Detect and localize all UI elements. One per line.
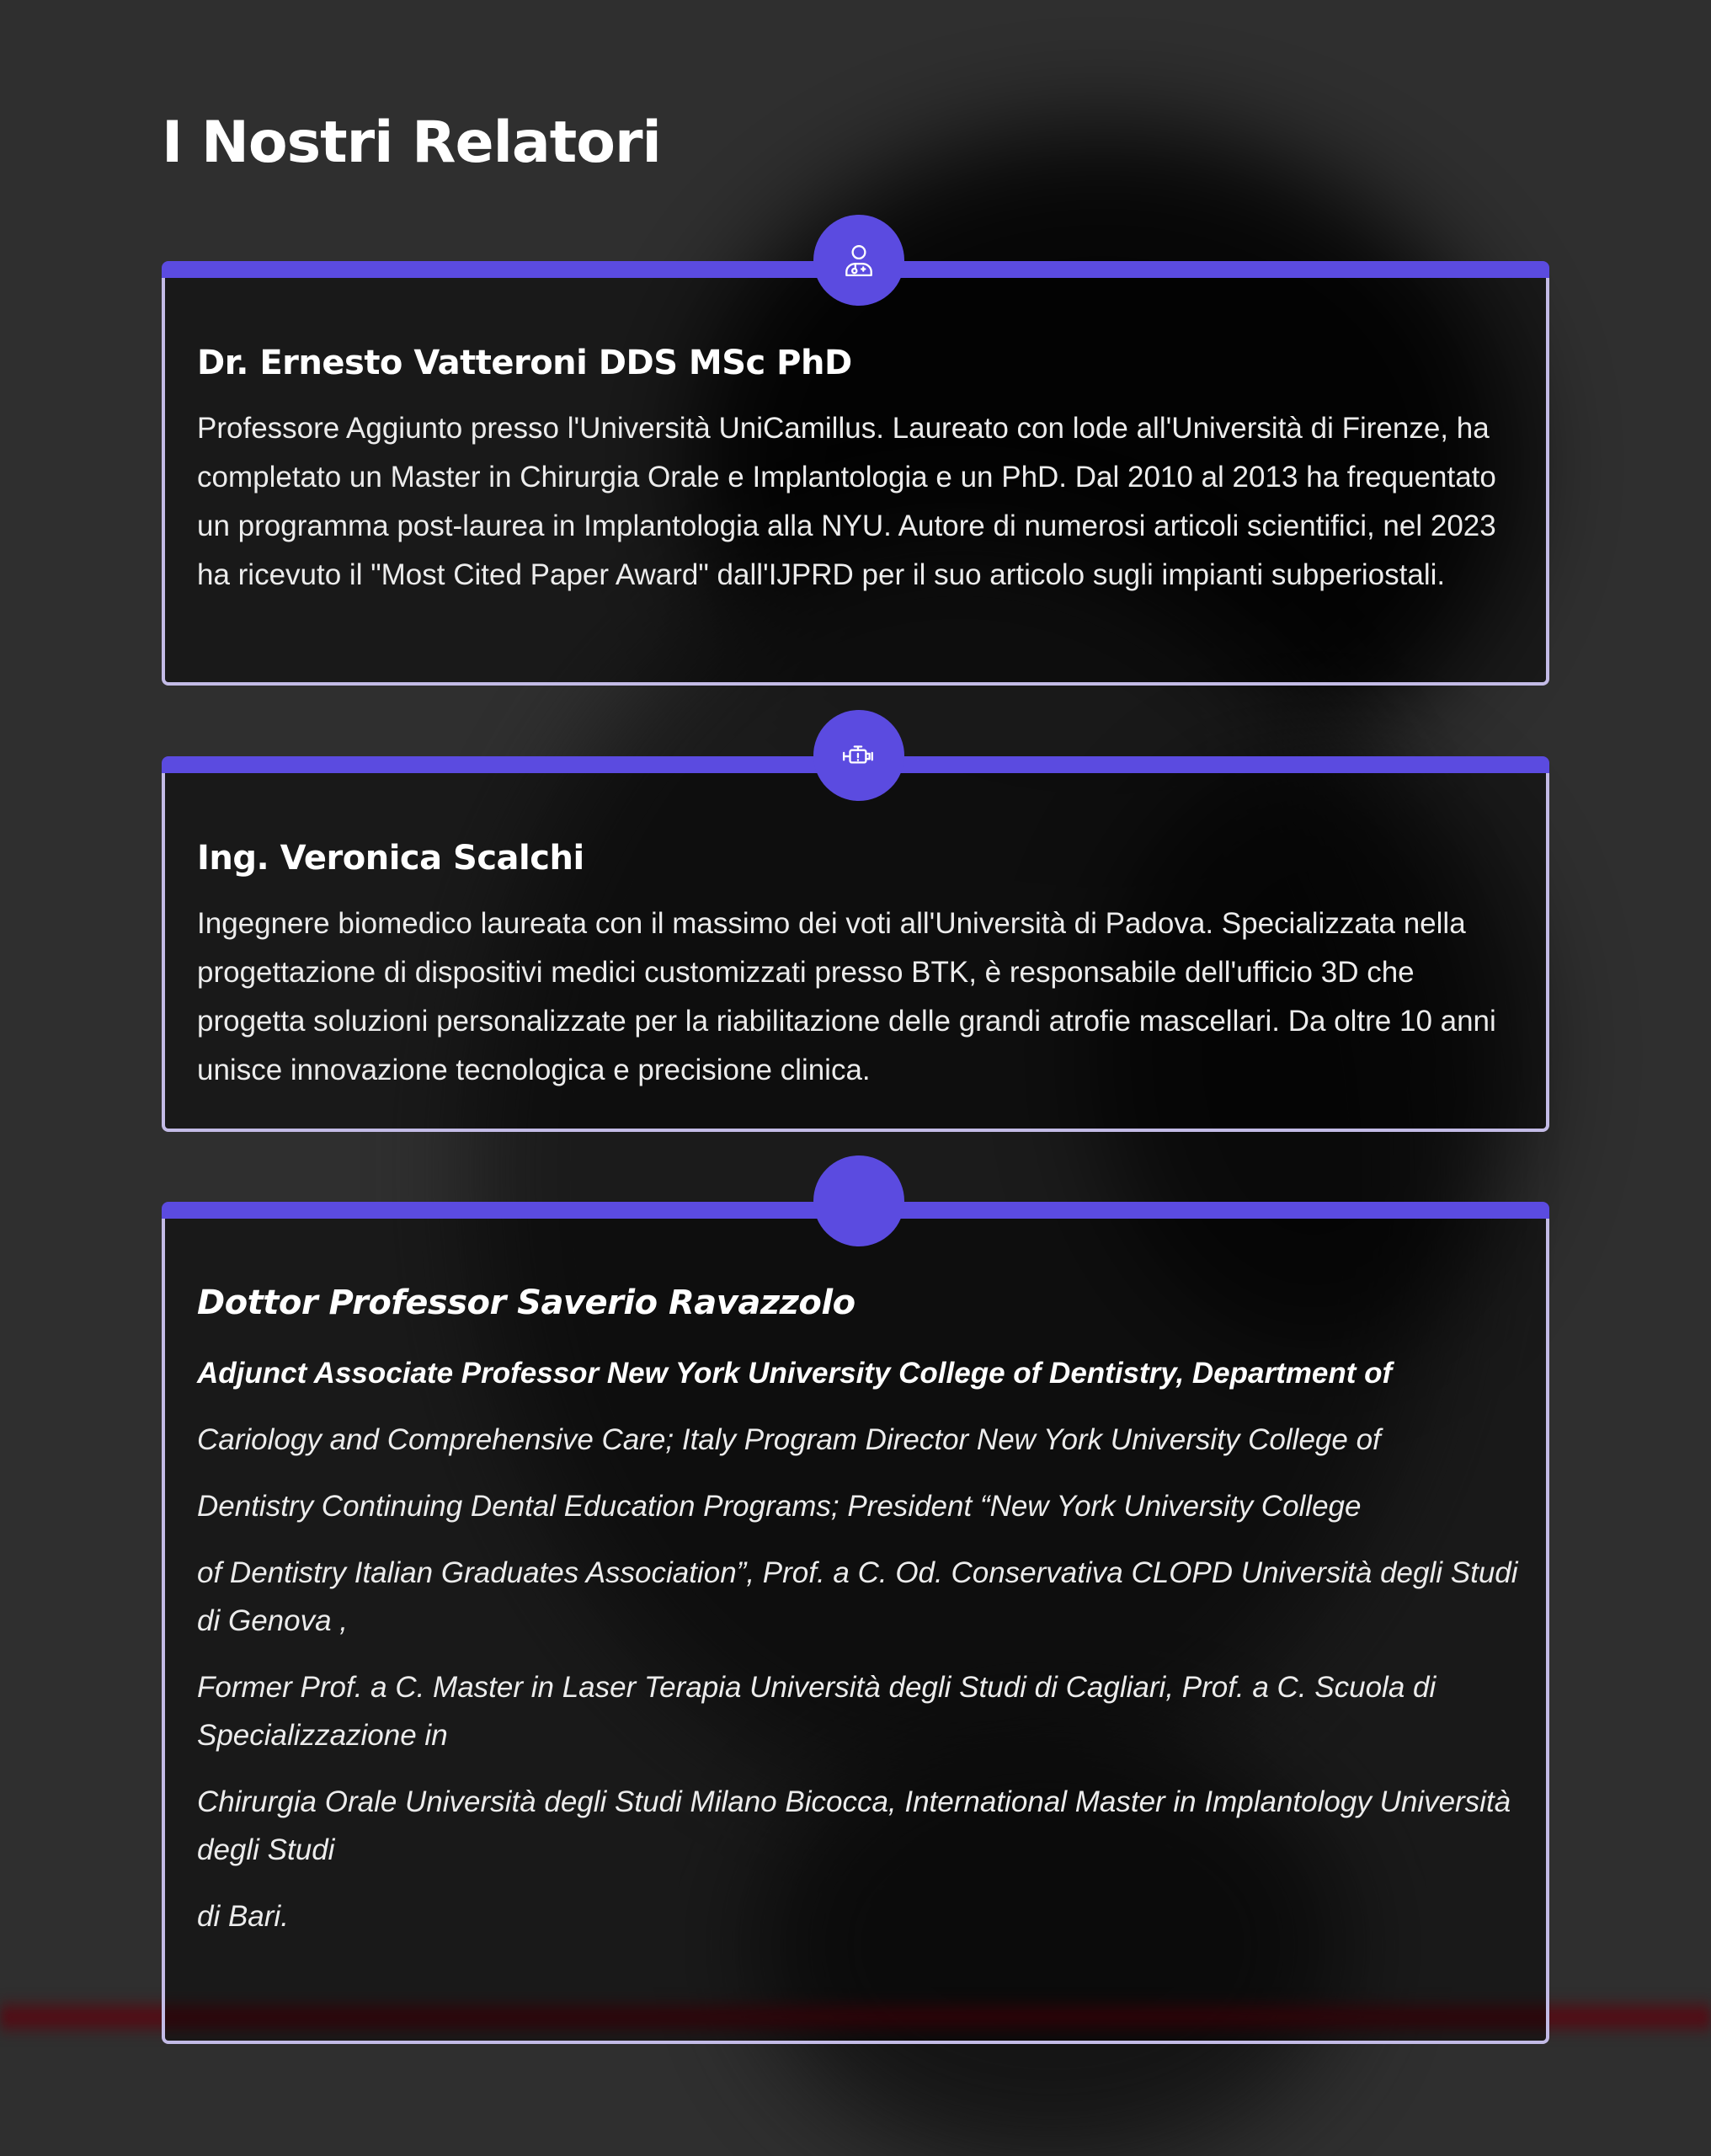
bio-line: Cariology and Comprehensive Care; Italy Program Director New York University College of bbox=[197, 1423, 1381, 1456]
speaker-bio: Ingegnere biomedico laureata con il massimo dei voti all'Università di Padova. Specializzata nella progettazione di dispositivi medici customizzati presso BTK, è responsabile dell'ufficio 3D che progetta soluzioni personalizzate per la riabilitazione delle grandi atrofie mascellari. Da oltre 10 anni unisce innovazione tecnologica e precisione clinica. bbox=[197, 907, 1496, 1086]
speaker-card bbox=[162, 278, 1549, 686]
speaker-badge bbox=[813, 710, 904, 801]
medical-device-icon bbox=[841, 738, 877, 773]
bio-line: di Bari. bbox=[197, 1900, 289, 1933]
speaker-name: Dottor Professor Saverio Ravazzolo bbox=[197, 1283, 856, 1322]
speaker-badge bbox=[813, 1155, 904, 1246]
doctor-icon bbox=[841, 243, 877, 278]
speaker-bio bbox=[197, 1349, 1519, 1959]
speaker-name: Ing. Veronica Scalchi bbox=[197, 839, 584, 878]
bio-line: Chirurgia Orale Università degli Studi Milano Bicocca, International Master in Implantology Università degli Studi bbox=[197, 1785, 1511, 1866]
bio-line: Dentistry Continuing Dental Education Programs; President “New York University College bbox=[197, 1490, 1362, 1523]
bio-line: Adjunct Associate Professor New York University College of Dentistry, Department of bbox=[197, 1357, 1393, 1390]
speaker-name: Dr. Ernesto Vatteroni DDS MSc PhD bbox=[197, 344, 852, 382]
speaker-bio: Professore Aggiunto presso l'Università UniCamillus. Laureato con lode all'Università di Firenze, ha completato un Master in Chirurgia Orale e Implantologia e un PhD. Dal 2010 al 2013 ha frequentato un programma post-laurea in Implantologia alla NYU. Autore di numerosi articoli scientifici, nel 2023 ha ricevuto il "Most Cited Paper Award" dall'IJPRD per il suo articolo sugli impianti subperiostali. bbox=[197, 412, 1496, 591]
speaker-card bbox=[162, 1219, 1549, 2044]
bio-line: of Dentistry Italian Graduates Association”, Prof. a C. Od. Conservativa CLOPD Università degli Studi di Genova , bbox=[197, 1556, 1518, 1637]
page-title: I Nostri Relatori bbox=[162, 109, 661, 176]
speaker-badge bbox=[813, 215, 904, 306]
bio-line: Former Prof. a C. Master in Laser Terapia Università degli Studi di Cagliari, Prof. a C. Scuola di Specializzazione in bbox=[197, 1671, 1436, 1752]
speaker-card bbox=[162, 773, 1549, 1132]
